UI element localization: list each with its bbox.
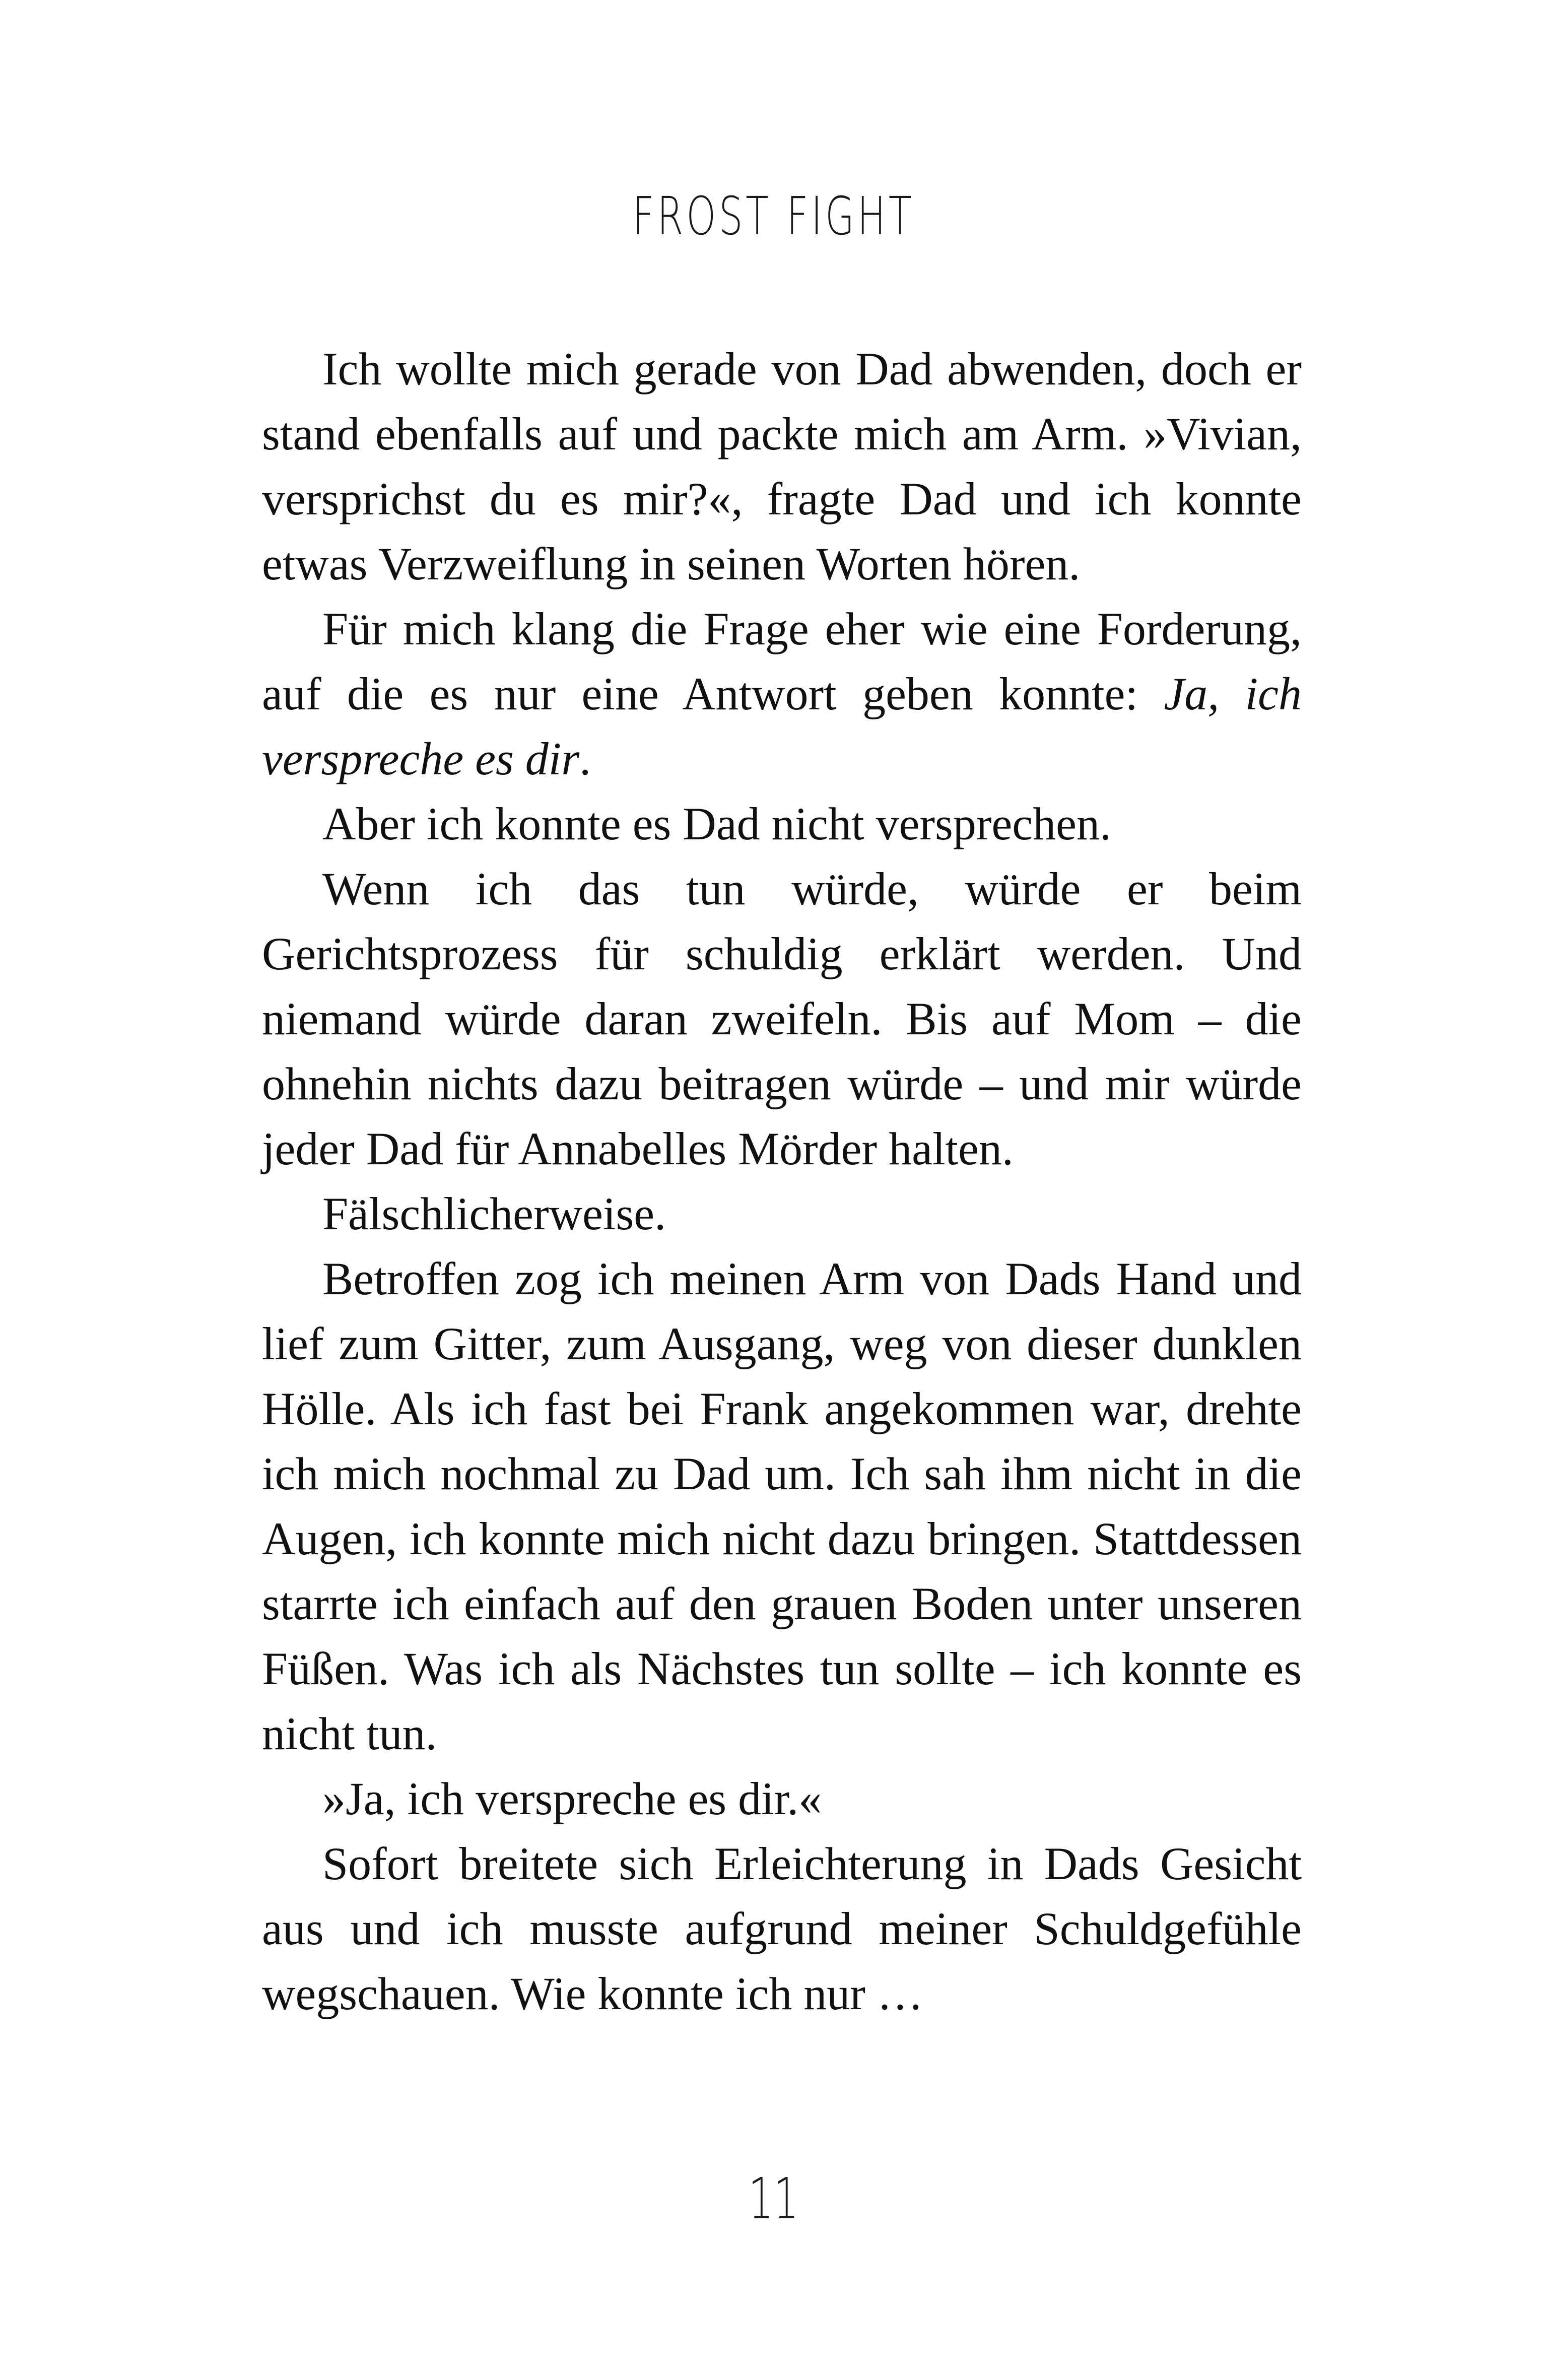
page-number: 11 [748,2166,799,2232]
body-text [262,337,1302,2026]
paragraph: Wenn ich das tun würde, würde er beim Gerichtsprozess für schuldig erklärt werden. Und niemand würde daran zweifeln. Bis auf Mom – die ohnehin nichts dazu beitragen würde – und mir würde jeder Dad für Annabelles Mörder halten. [262,863,1302,1174]
paragraph [262,597,1302,791]
paragraph-text: . [579,733,591,784]
paragraph: Fälschlicherweise. [322,1188,666,1239]
paragraph: Sofort breitete sich Erleichterung in Dads Gesicht aus und ich musste aufgrund meiner Schuldgefühle wegschauen. Wie konnte ich nur … [262,1838,1302,2019]
paragraph-text: Für mich klang die Frage eher wie eine Forderung, auf die es nur eine Antwort geben konnte: [262,603,1302,719]
paragraph: Aber ich konnte es Dad nicht versprechen. [322,798,1111,849]
paragraph: Ich wollte mich gerade von Dad abwenden, doch er stand ebenfalls auf und packte mich am Arm. »Vivian, versprichst du es mir?«, fragte Dad und ich konnte etwas Verzweiflung in seinen Worten hören. [262,343,1302,589]
paragraph: »Ja, ich verspreche es dir.« [322,1773,822,1824]
paragraph: Betroffen zog ich meinen Arm von Dads Hand und lief zum Gitter, zum Ausgang, weg von dieser dunklen Hölle. Als ich fast bei Frank angekommen war, drehte ich mich nochmal zu Dad um. Ich sah ihm nicht in die Augen, ich konnte mich nicht dazu bringen. Stattdessen starrte ich einfach auf den grauen Boden unter unseren Füßen. Was ich als Nächstes tun sollte – ich konnte es nicht tun. [262,1253,1302,1759]
running-head-title: FROST FIGHT [632,185,915,247]
italic-phrase: Ja, ich verspreche es dir [262,668,1302,784]
